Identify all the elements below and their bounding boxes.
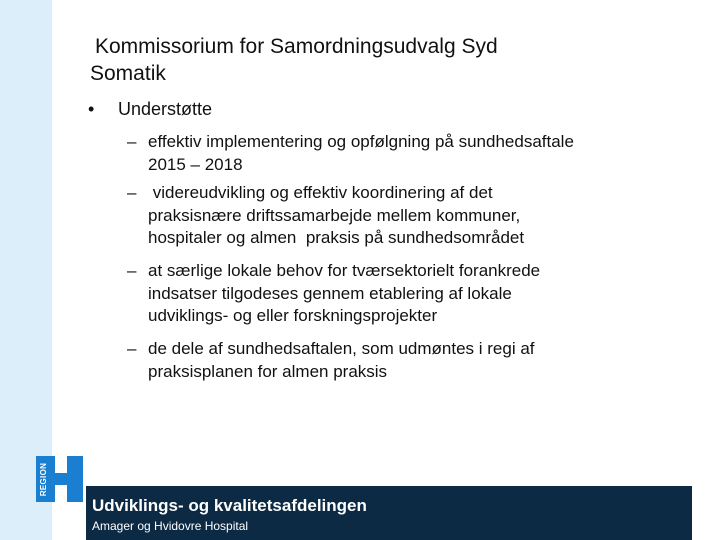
sub-item-line: de dele af sundhedsaftalen, som udmøntes i regi af [148, 339, 535, 358]
dash-marker: – [127, 132, 137, 151]
sub-item-line: at særlige lokale behov for tværsektorielt forankrede [148, 261, 541, 280]
logo-wordmark [35, 456, 53, 502]
footer-subtitle: Amager og Hvidovre Hospital [92, 519, 249, 533]
sub-item-line: praksisplanen for almen praksis [148, 361, 388, 381]
slide-title [90, 33, 690, 87]
logo-wordmark-text: REGION [39, 462, 49, 496]
sub-item-line: effektiv implementering og opfølgning på sundhedsaftale [148, 132, 574, 151]
sub-item-line: hospitaler og almen praksis på sundhedsområdet [148, 228, 525, 247]
dash-marker: – [127, 183, 137, 202]
sub-item-3 [127, 260, 667, 328]
bullet-dot: • [88, 99, 95, 119]
sub-item-2 [127, 182, 667, 250]
sub-item-line: 2015 – 2018 [148, 154, 243, 174]
slide-title-line-1: Kommissorium for Samordningsudvalg Syd [95, 35, 498, 58]
slide-title-line-2: Somatik [90, 62, 166, 85]
sub-item-line: praksisnære driftssamarbejde mellem kommuner, [148, 205, 521, 225]
sub-item-line: videreudvikling og effektiv koordinering af det [148, 183, 493, 202]
dash-marker: – [127, 339, 137, 358]
sub-item-4 [127, 338, 667, 383]
bullet-label: Understøtte [118, 99, 213, 119]
footer-title: Udviklings- og kvalitetsafdelingen [92, 496, 367, 515]
dash-marker: – [127, 261, 137, 280]
sub-item-1 [127, 131, 667, 176]
sub-item-line: indsatser tilgodeses gennem etablering af lokale [148, 283, 512, 303]
sub-item-line: udviklings- og eller forskningsprojekter [148, 306, 438, 325]
